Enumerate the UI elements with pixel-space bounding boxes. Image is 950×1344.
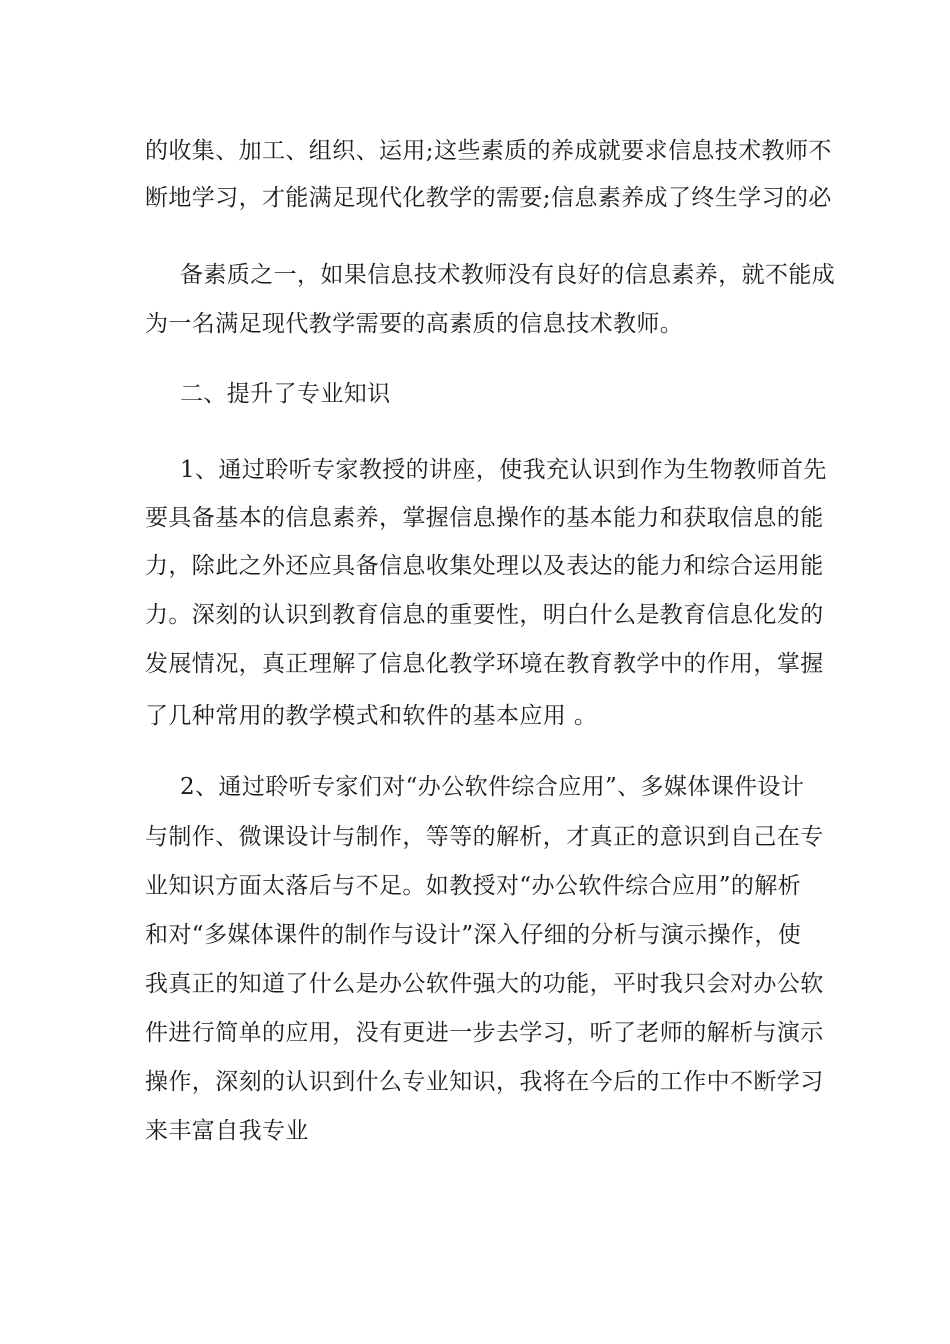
text-line: 我真正的知道了什么是办公软件强大的功能，平时我只会对办公软 (145, 971, 824, 997)
text-line: 与制作、微课设计与制作，等等的解析，才真正的意识到自己在专 (145, 824, 824, 850)
text-line: 力，除此之外还应具备信息收集处理以及表达的能力和综合运用能 (145, 553, 824, 579)
text-line: 了几种常用的教学模式和软件的基本应用 。 (145, 703, 598, 729)
text-line: 断地学习，才能满足现代化教学的需要;信息素养成了终生学习的必 (145, 185, 832, 211)
text-line: 力。深刻的认识到教育信息的重要性，明白什么是教育信息化发的 (145, 602, 824, 628)
text-line: 发展情况，真正理解了信息化教学环境在教育教学中的作用，掌握 (145, 651, 824, 677)
text-line: 2、通过聆听专家们对“办公软件综合应用”、多媒体课件设计 (180, 774, 805, 800)
text-line: 为一名满足现代教学需要的高素质的信息技术教师。 (145, 311, 684, 337)
text-line: 1、通过聆听专家教授的讲座，使我充认识到作为生物教师首先 (180, 457, 827, 483)
section-heading: 二、提升了专业知识 (180, 381, 391, 407)
text-line: 来丰富自我专业 (145, 1118, 309, 1144)
text-line: 备素质之一，如果信息技术教师没有良好的信息素养，就不能成 (180, 262, 836, 288)
text-line: 件进行简单的应用，没有更进一步去学习，听了老师的解析与演示 (145, 1020, 824, 1046)
text-line: 操作，深刻的认识到什么专业知识，我将在今后的工作中不断学习 (145, 1069, 824, 1095)
text-line: 和对“多媒体课件的制作与设计”深入仔细的分析与演示操作，使 (145, 922, 802, 948)
text-line: 的收集、加工、组织、运用;这些素质的养成就要求信息技术教师不 (145, 138, 832, 164)
text-line: 要具备基本的信息素养，掌握信息操作的基本能力和获取信息的能 (145, 505, 824, 531)
text-line: 业知识方面太落后与不足。如教授对“办公软件综合应用”的解析 (145, 873, 802, 899)
